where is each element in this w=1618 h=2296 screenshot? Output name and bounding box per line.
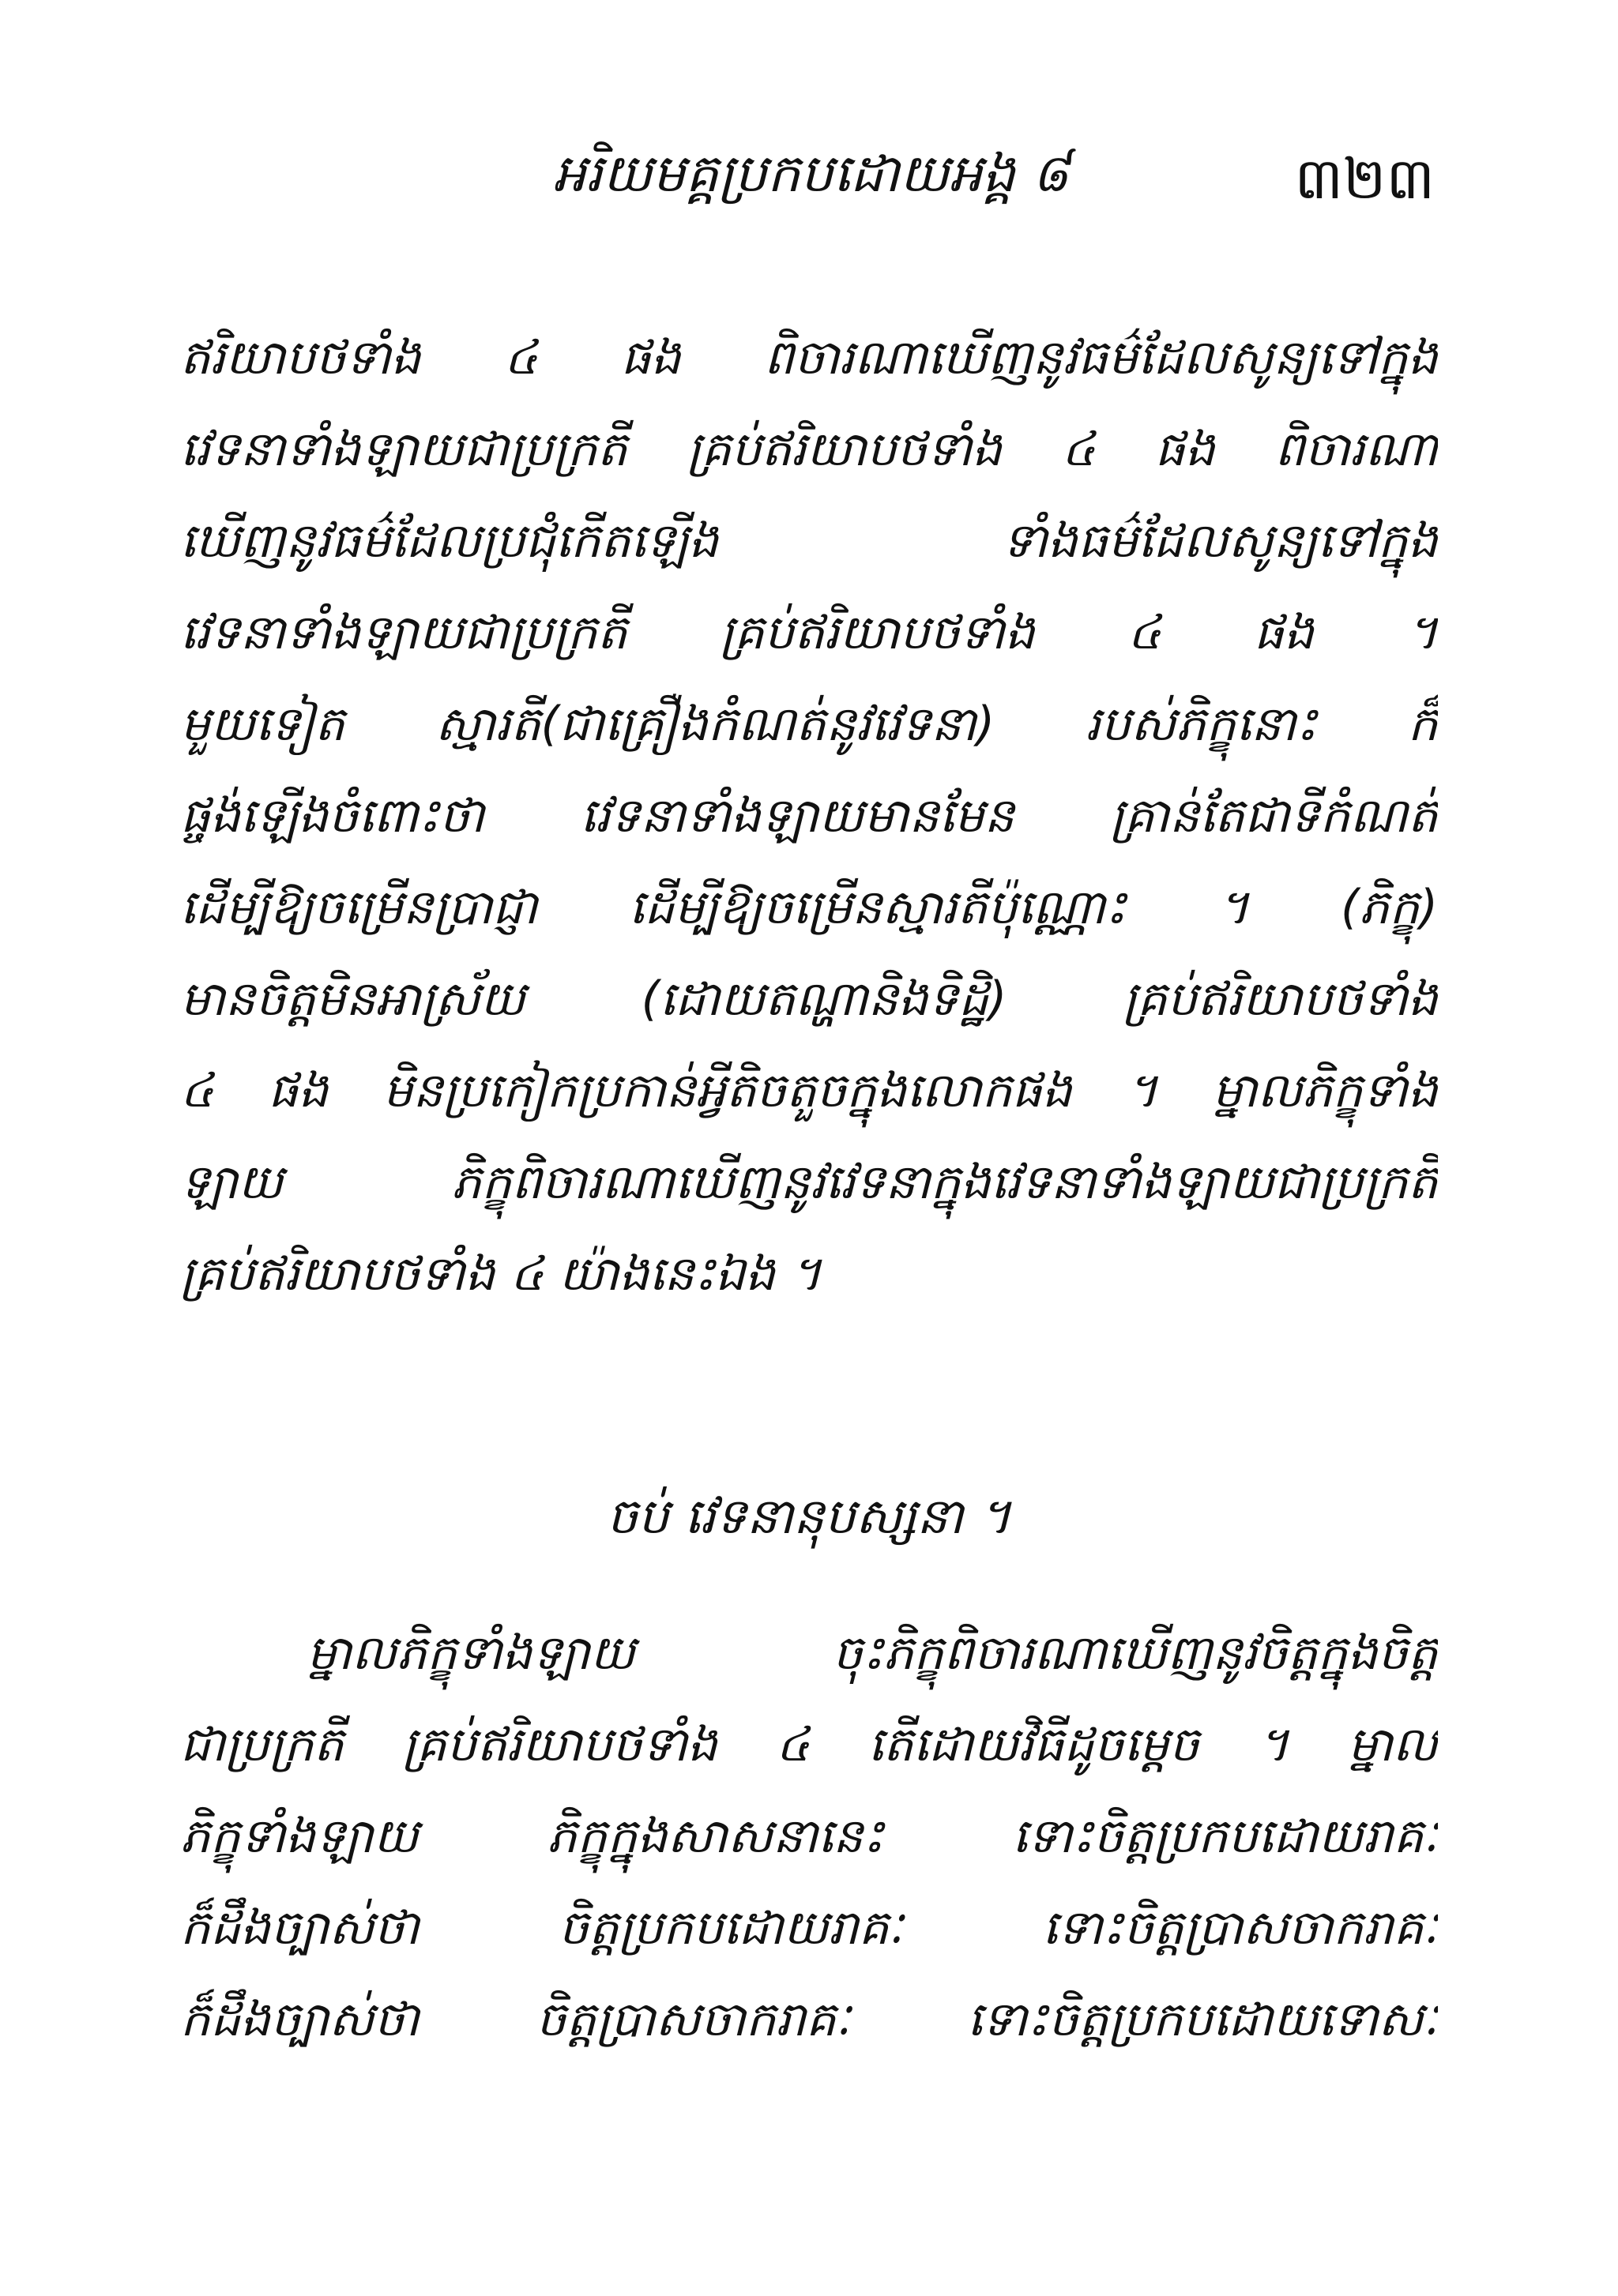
paragraph-2 [180,1607,1438,2065]
text-line: ឡាយ ភិក្ខុពិចារណាឃើញនូវវេទនាក្នុងវេទនាទាំងឡាយជាប្រក្រតី [180,1155,1438,1210]
text-line: វេទនាទាំងឡាយជាប្រក្រតី គ្រប់ឥរិយាបថទាំង ៤ ផង ពិចារណា [180,422,1438,477]
text-line: ក៏ដឹងច្បាស់ថា ចិត្តប្រាសចាករាគៈ ទោះចិត្តប្រកបដោយទោសៈ [180,1992,1438,2047]
page-number: ៣២៣ [1294,145,1435,212]
text-line: វេទនាទាំងឡាយជាប្រក្រតី គ្រប់ឥរិយាបថទាំង ៤ ផង ។ [180,605,1438,660]
text-line: ផ្ចង់ឡើងចំពោះថា វេទនាទាំងឡាយមានមែន គ្រាន់តែជាទីកំណត់ [180,788,1438,844]
text-line: ៤ ផង មិនប្រកៀកប្រកាន់អ្វីតិចតួចក្នុងលោកផង ។ ម្នាលភិក្ខុទាំង [180,1063,1438,1118]
section-end-heading: ចប់ វេទនានុបស្សនា ។ [607,1487,1011,1545]
running-header [0,134,1618,229]
running-title: អរិយមគ្គប្រកបដោយអង្គ ៨ [553,143,1069,204]
text-line: ឥរិយាបថទាំង ៤ ផង ពិចារណាឃើញនូវធម៌ដែលសូន្យទៅក្នុង [180,330,1438,385]
text-line: គ្រប់ឥរិយាបថទាំង ៤ យ៉ាងនេះឯង ។ [180,1246,822,1302]
text-line: ដើម្បីឱ្យចម្រើនប្រាជ្ញា ដើម្បីឱ្យចម្រើនស្មារតីប៉ុណ្ណោះ ។ (ភិក្ខុ) [180,880,1438,935]
text-line: មួយទៀត ស្មារតី(ជាគ្រឿងកំណត់នូវវេទនា) របស់ភិក្ខុនោះ ក៏ [180,697,1438,752]
paragraph-1 [180,312,1438,1320]
text-line: មានចិត្តមិនអាស្រ័យ (ដោយតណ្ហានិងទិដ្ឋិ) គ្រប់ឥរិយាបថទាំង [180,971,1438,1027]
text-line: ឃើញនូវធម៌ដែលប្រជុំកើតឡើង ទាំងធម៌ដែលសូន្យទៅក្នុង [180,513,1438,569]
text-line: ក៏ដឹងច្បាស់ថា ចិត្តប្រកបដោយរាគៈ ទោះចិត្តប្រាសចាករាគៈ [180,1900,1438,1956]
text-line: ភិក្ខុទាំងឡាយ ភិក្ខុក្នុងសាសនានេះ ទោះចិត្តប្រកបដោយរាគៈ [180,1809,1438,1864]
text-line: ជាប្រក្រតី គ្រប់ឥរិយាបថទាំង ៤ តើដោយវិធីដូចម្ដេច ។ ម្នាល [180,1717,1438,1772]
text-line: ម្នាលភិក្ខុទាំងឡាយ ចុះភិក្ខុពិចារណាឃើញនូវចិត្តក្នុងចិត្ត [307,1625,1438,1681]
